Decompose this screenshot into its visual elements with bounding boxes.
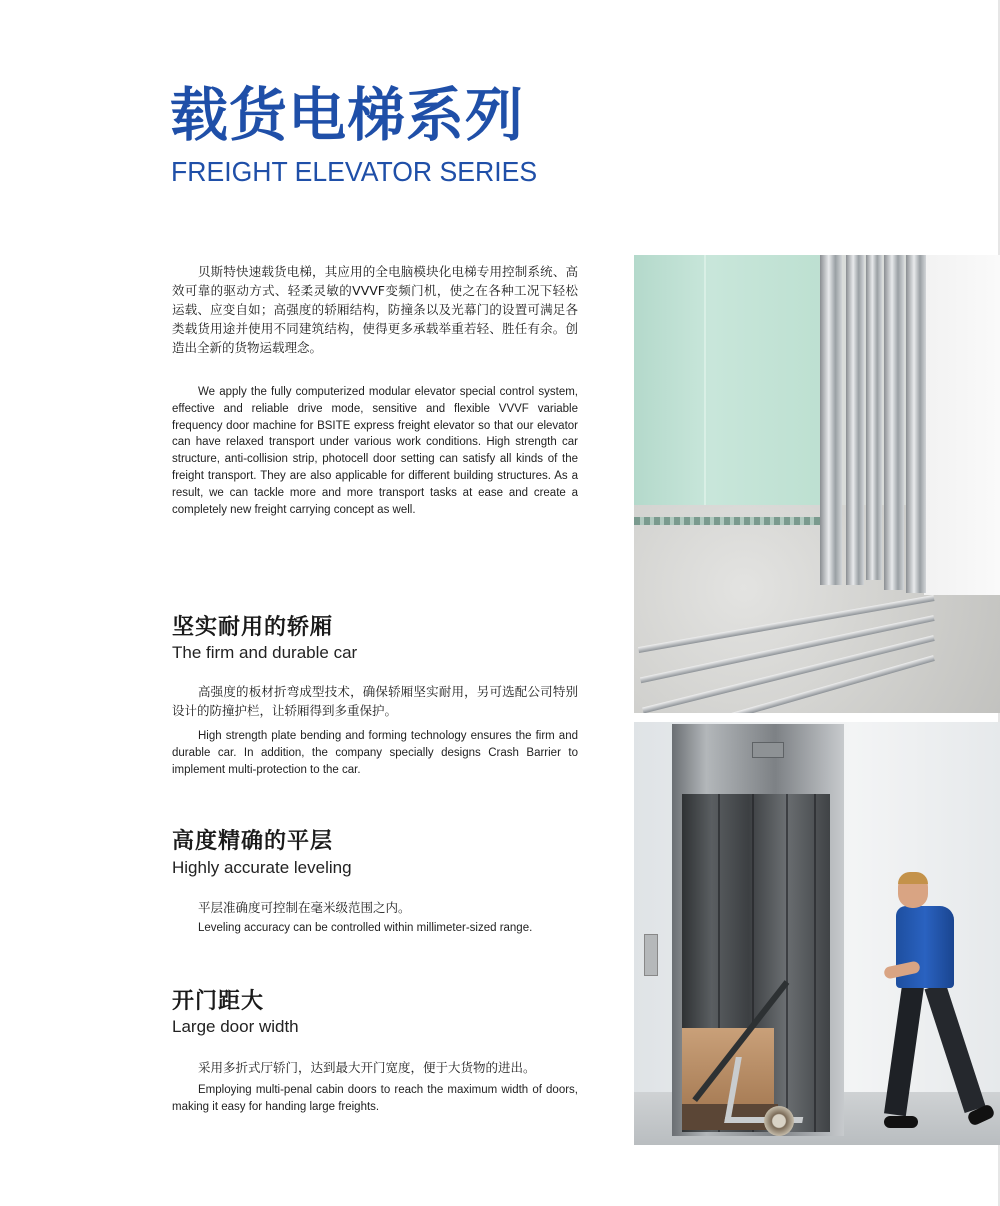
section-title-en: Highly accurate leveling [172,858,352,877]
section-title-cn: 开门距大 [172,989,265,1014]
section-title-cn: 高度精确的平层 [172,829,334,854]
floor-indicator-icon [752,742,784,758]
page-title-en: FREIGHT ELEVATOR SERIES [171,156,538,187]
section-body-cn: 高强度的板材折弯成型技术，确保轿厢坚实耐用，另可选配公司特别设计的防撞护栏，让轿厢得到多重保护。 [172,684,578,718]
section-body-en: Employing multi-penal cabin doors to reach the maximum width of doors, making it easy for handing large freights. [172,1084,578,1113]
intro-paragraph-cn: 贝斯特快速载货电梯，其应用的全电脑模块化电梯专用控制系统、高效可靠的驱动方式、轻柔灵敏的VVVF变频门机，使之在各种工况下轻松运载、应变自如；高强度的轿厢结构，防撞条以及光幕门的设置可满足各类载货用途并使用不同建筑结构，使得更多承载举重若轻、胜任有余。创造出全新的货物运载理念。 [172,264,578,355]
section-title-en: Large door width [172,1017,299,1036]
call-button-panel-icon [644,934,658,976]
freight-elevator-with-worker-photo [634,722,1000,1145]
section-body-cn: 采用多折式厅轿门，达到最大开门宽度，便于大货物的进出。 [198,1060,536,1075]
section-body-en: Leveling accuracy can be controlled within millimeter-sized range. [198,922,533,934]
intro-paragraph-en: We apply the fully computerized modular elevator special control system, effective and reliable drive mode, sensitive and flexible VVVF variable frequency door machine for BSITE express freight elevator so that our elevator can have relaxed transport under various work conditions. High strength car structure, anti-collision strip, photocell door setting can satisfy all kinds of the freight transport. They are also applicable for different building structures. As a result, we can tackle more and more transport tasks at ease and create a completely new freight carrying concept as well. [172,386,578,516]
section-title-cn: 坚实耐用的轿厢 [172,615,334,640]
worker-figure [884,872,1000,1142]
section-title-en: The firm and durable car [172,643,358,662]
section-body-cn: 平层准确度可控制在毫米级范围之内。 [198,900,411,915]
page-title-cn: 载货电梯系列 [170,81,525,149]
elevator-door-sill-photo [634,255,1000,713]
section-body-en: High strength plate bending and forming technology ensures the firm and durable car. In addition, the company specially designs Crash Barrier to implement multi-protection to the car. [172,730,578,776]
